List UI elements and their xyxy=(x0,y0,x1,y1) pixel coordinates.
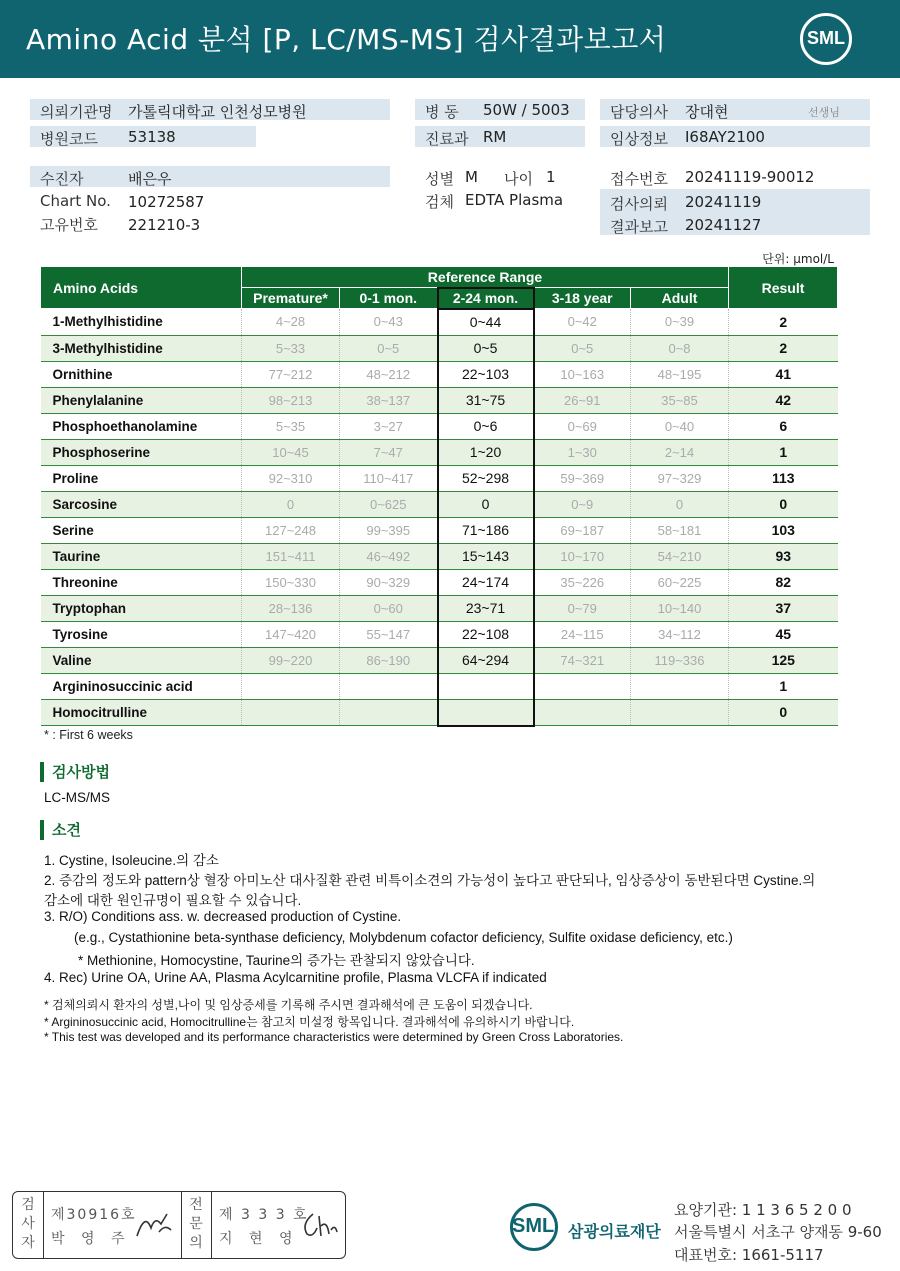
table-row xyxy=(41,673,838,699)
signature-box xyxy=(12,1191,346,1259)
table-row xyxy=(41,439,838,465)
header-col-3-18year: 3-18 year xyxy=(534,288,631,309)
reference-range-cell xyxy=(340,699,438,726)
specimen-value: EDTA Plasma xyxy=(465,191,564,209)
amino-acid-name: 3-Methylhistidine xyxy=(41,335,242,361)
expert-vertical-label: 전 문 의 xyxy=(189,1197,203,1251)
reference-range-cell: 98~213 xyxy=(242,387,340,413)
finding-line: 1. Cystine, Isoleucine.의 감소 xyxy=(44,853,219,868)
reference-range-cell: 60~225 xyxy=(631,569,729,595)
age-value: 1 xyxy=(546,168,556,186)
reference-range-cell: 5~33 xyxy=(242,335,340,361)
footer-org-name: 삼광의료재단 xyxy=(568,1222,661,1241)
reference-range-cell: 10~45 xyxy=(242,439,340,465)
result-cell: 1 xyxy=(729,439,838,465)
reference-range-cell: 0~39 xyxy=(631,309,729,336)
footnote-line: * This test was developed and its performance characteristics were determined by Green Cross Laboratories. xyxy=(44,1030,624,1044)
reference-range-cell: 52~298 xyxy=(438,465,534,491)
reference-range-cell xyxy=(438,699,534,726)
patient-name-value: 배은우 xyxy=(128,170,172,188)
reference-range-cell: 59~369 xyxy=(534,465,631,491)
table-row xyxy=(41,335,838,361)
reference-range-cell: 46~492 xyxy=(340,543,438,569)
ward-label: 병 동 xyxy=(425,103,459,121)
reference-range-cell: 28~136 xyxy=(242,595,340,621)
method-title: 검사방법 xyxy=(40,762,110,782)
reference-range-cell: 38~137 xyxy=(340,387,438,413)
amino-acid-name: Homocitrulline xyxy=(41,699,242,726)
result-cell: 2 xyxy=(729,309,838,336)
reference-range-cell: 48~212 xyxy=(340,361,438,387)
footnote-line: * 검체의뢰시 환자의 성별,나이 및 임상증세를 기록해 주시면 결과해석에 큰 도움이 되겠습니다. xyxy=(44,998,533,1012)
reference-range-cell: 0~42 xyxy=(534,309,631,336)
header-col-0-1mon: 0-1 mon. xyxy=(340,288,438,309)
uid-label: 고유번호 xyxy=(40,216,98,234)
result-cell: 42 xyxy=(729,387,838,413)
reference-range-cell: 0~5 xyxy=(438,335,534,361)
reference-range-cell xyxy=(534,699,631,726)
reference-range-cell: 151~411 xyxy=(242,543,340,569)
table-row xyxy=(41,413,838,439)
report-title: Amino Acid 분석 [P, LC/MS-MS] 검사결과보고서 xyxy=(26,23,667,56)
code-label: 병원코드 xyxy=(40,130,98,148)
expert-signature xyxy=(297,1206,341,1242)
result-cell: 103 xyxy=(729,517,838,543)
finding-line: 2. 증감의 정도와 pattern상 혈장 아미노산 대사질환 관련 비특이소견의 가능성이 높다고 판단되나, 임상증상이 동반된다면 Cystine.의 xyxy=(44,873,816,888)
reference-range-cell: 24~174 xyxy=(438,569,534,595)
result-cell: 2 xyxy=(729,335,838,361)
amino-acid-table xyxy=(40,266,838,727)
reference-range-cell xyxy=(631,699,729,726)
finding-line: 4. Rec) Urine OA, Urine AA, Plasma Acylcarnitine profile, Plasma VLCFA if indicated xyxy=(44,970,547,985)
footer-address: 서울특별시 서초구 양재동 9-60 xyxy=(674,1223,882,1241)
reference-range-cell: 0~40 xyxy=(631,413,729,439)
age-label: 나이 xyxy=(504,170,533,188)
footnote-line: * Argininosuccinic acid, Homocitrulline는 참고치 미설정 항목입니다. 결과해석에 유의하시기 바랍니다. xyxy=(44,1015,575,1029)
footer-phone: 대표번호: 1661-5117 xyxy=(674,1246,824,1264)
reference-range-cell: 10~163 xyxy=(534,361,631,387)
reference-range-cell: 64~294 xyxy=(438,647,534,673)
reference-range-cell: 34~112 xyxy=(631,621,729,647)
header-result: Result xyxy=(729,267,838,309)
finding-line: (e.g., Cystathionine beta-synthase deficiency, Molybdenum cofactor deficiency, Sulfite oxidase deficiency, etc.) xyxy=(74,930,733,945)
result-cell: 82 xyxy=(729,569,838,595)
report-header xyxy=(0,0,900,78)
finding-line: 감소에 대한 원인규명이 필요할 수 있습니다. xyxy=(44,893,302,908)
clinical-label: 임상정보 xyxy=(610,130,668,148)
amino-acid-name: Tryptophan xyxy=(41,595,242,621)
result-cell: 113 xyxy=(729,465,838,491)
reference-range-cell: 22~108 xyxy=(438,621,534,647)
reference-range-cell: 71~186 xyxy=(438,517,534,543)
amino-acid-name: Threonine xyxy=(41,569,242,595)
chart-label: Chart No. xyxy=(40,192,111,210)
reference-range-cell: 0~43 xyxy=(340,309,438,336)
reference-range-cell: 55~147 xyxy=(340,621,438,647)
method-text: LC-MS/MS xyxy=(44,790,111,805)
reference-range-cell: 86~190 xyxy=(340,647,438,673)
header-reference-range: Reference Range xyxy=(242,267,729,288)
hospital-value: 가톨릭대학교 인천성모병원 xyxy=(128,103,307,121)
reference-range-cell: 3~27 xyxy=(340,413,438,439)
amino-acid-name: Ornithine xyxy=(41,361,242,387)
finding-line: * Methionine, Homocystine, Taurine의 증가는 관찰되지 않았습니다. xyxy=(78,953,475,968)
table-footnote: * : First 6 weeks xyxy=(44,728,133,742)
reference-range-cell: 90~329 xyxy=(340,569,438,595)
code-value: 53138 xyxy=(128,128,176,146)
report-value: 20241127 xyxy=(685,216,762,234)
dept-label: 진료과 xyxy=(425,130,469,148)
reference-range-cell: 99~395 xyxy=(340,517,438,543)
hospital-label: 의뢰기관명 xyxy=(40,103,113,121)
chart-value: 10272587 xyxy=(128,193,205,211)
sml-logo: SML xyxy=(800,13,852,65)
table-row xyxy=(41,569,838,595)
reference-range-cell: 92~310 xyxy=(242,465,340,491)
amino-acid-name: Valine xyxy=(41,647,242,673)
specimen-label: 검체 xyxy=(425,193,454,211)
ward-value: 50W / 5003 xyxy=(483,101,570,119)
amino-acid-name: Tyrosine xyxy=(41,621,242,647)
amino-acid-name: Proline xyxy=(41,465,242,491)
doctor-label: 담당의사 xyxy=(610,103,668,121)
reference-range-cell: 23~71 xyxy=(438,595,534,621)
table-row xyxy=(41,465,838,491)
finding-title: 소견 xyxy=(40,820,81,840)
reference-range-cell: 10~140 xyxy=(631,595,729,621)
reference-range-cell xyxy=(242,673,340,699)
reference-range-cell xyxy=(242,699,340,726)
reference-range-cell: 97~329 xyxy=(631,465,729,491)
amino-acid-name: Phenylalanine xyxy=(41,387,242,413)
amino-acid-name: 1-Methylhistidine xyxy=(41,309,242,336)
reference-range-cell: 147~420 xyxy=(242,621,340,647)
reference-range-cell xyxy=(631,673,729,699)
result-cell: 0 xyxy=(729,491,838,517)
reference-range-cell: 1~30 xyxy=(534,439,631,465)
reference-range-cell: 0~9 xyxy=(534,491,631,517)
amino-acid-name: Sarcosine xyxy=(41,491,242,517)
reference-range-cell: 0~8 xyxy=(631,335,729,361)
result-cell: 45 xyxy=(729,621,838,647)
table-row xyxy=(41,309,838,336)
table-row xyxy=(41,491,838,517)
report-label: 결과보고 xyxy=(610,218,668,236)
table-row xyxy=(41,517,838,543)
reference-range-cell: 35~85 xyxy=(631,387,729,413)
reference-range-cell: 77~212 xyxy=(242,361,340,387)
result-cell: 125 xyxy=(729,647,838,673)
reference-range-cell: 58~181 xyxy=(631,517,729,543)
reference-range-cell: 24~115 xyxy=(534,621,631,647)
finding-line: 3. R/O) Conditions ass. w. decreased production of Cystine. xyxy=(44,909,402,924)
reference-range-cell: 99~220 xyxy=(242,647,340,673)
table-row xyxy=(41,387,838,413)
amino-acid-name: Argininosuccinic acid xyxy=(41,673,242,699)
tester-name: 박 영 주 xyxy=(51,1231,131,1247)
header-col-2-24mon: 2-24 mon. xyxy=(438,288,534,309)
tester-signature xyxy=(133,1206,177,1242)
reference-range-cell: 0~79 xyxy=(534,595,631,621)
amino-acid-name: Taurine xyxy=(41,543,242,569)
result-cell: 0 xyxy=(729,699,838,726)
reference-range-cell: 15~143 xyxy=(438,543,534,569)
reference-range-cell: 110~417 xyxy=(340,465,438,491)
unit-label: 단위: μmol/L xyxy=(762,252,834,266)
expert-license: 제 3 3 3 호 xyxy=(219,1207,309,1223)
reference-range-cell: 31~75 xyxy=(438,387,534,413)
reference-range-cell: 127~248 xyxy=(242,517,340,543)
reference-range-cell: 0~69 xyxy=(534,413,631,439)
reference-range-cell: 0~6 xyxy=(438,413,534,439)
reference-range-cell: 22~103 xyxy=(438,361,534,387)
reference-range-cell xyxy=(340,673,438,699)
reference-range-cell: 0~625 xyxy=(340,491,438,517)
reference-range-cell: 35~226 xyxy=(534,569,631,595)
reference-range-cell: 69~187 xyxy=(534,517,631,543)
reference-range-cell: 26~91 xyxy=(534,387,631,413)
reference-range-cell: 2~14 xyxy=(631,439,729,465)
reception-value: 20241119-90012 xyxy=(685,168,815,186)
reference-range-cell: 0 xyxy=(242,491,340,517)
uid-value: 221210-3 xyxy=(128,216,201,234)
reference-range-cell: 1~20 xyxy=(438,439,534,465)
result-cell: 41 xyxy=(729,361,838,387)
sex-value: M xyxy=(465,168,478,186)
reference-range-cell: 0 xyxy=(631,491,729,517)
footer-code: 요양기관: 1 1 3 6 5 2 0 0 xyxy=(674,1201,852,1219)
reference-range-cell: 5~35 xyxy=(242,413,340,439)
result-cell: 1 xyxy=(729,673,838,699)
amino-acid-name: Phosphoserine xyxy=(41,439,242,465)
expert-name: 지 현 영 xyxy=(219,1231,299,1247)
reference-range-cell: 150~330 xyxy=(242,569,340,595)
table-row xyxy=(41,699,838,726)
doctor-suffix: 선생님 xyxy=(808,106,840,119)
dept-value: RM xyxy=(483,128,507,146)
patient-name-label: 수진자 xyxy=(40,170,84,188)
result-cell: 6 xyxy=(729,413,838,439)
reference-range-cell: 0~5 xyxy=(340,335,438,361)
table-row xyxy=(41,621,838,647)
reference-range-cell: 4~28 xyxy=(242,309,340,336)
table-row xyxy=(41,361,838,387)
amino-acid-name: Serine xyxy=(41,517,242,543)
reference-range-cell: 0~60 xyxy=(340,595,438,621)
reception-label: 접수번호 xyxy=(610,170,668,188)
request-value: 20241119 xyxy=(685,193,762,211)
reference-range-cell xyxy=(438,673,534,699)
reference-range-cell: 0~5 xyxy=(534,335,631,361)
table-row xyxy=(41,543,838,569)
clinical-value: I68AY2100 xyxy=(685,128,765,146)
reference-range-cell: 0~44 xyxy=(438,309,534,336)
doctor-value: 장대현 xyxy=(685,103,729,121)
reference-range-cell: 119~336 xyxy=(631,647,729,673)
reference-range-cell: 10~170 xyxy=(534,543,631,569)
sex-label: 성별 xyxy=(425,170,454,188)
reference-range-cell: 7~47 xyxy=(340,439,438,465)
header-col-premature: Premature* xyxy=(242,288,340,309)
reference-range-cell: 48~195 xyxy=(631,361,729,387)
header-col-adult: Adult xyxy=(631,288,729,309)
result-cell: 37 xyxy=(729,595,838,621)
header-amino-acids: Amino Acids xyxy=(41,267,242,309)
tester-license: 제30916호 xyxy=(51,1207,137,1223)
reference-range-cell: 74~321 xyxy=(534,647,631,673)
result-cell: 93 xyxy=(729,543,838,569)
table-row xyxy=(41,647,838,673)
reference-range-cell: 0 xyxy=(438,491,534,517)
tester-vertical-label: 검 사 자 xyxy=(21,1197,35,1251)
amino-acid-name: Phosphoethanolamine xyxy=(41,413,242,439)
reference-range-cell: 54~210 xyxy=(631,543,729,569)
table-row xyxy=(41,595,838,621)
reference-range-cell xyxy=(534,673,631,699)
request-label: 검사의뢰 xyxy=(610,195,668,213)
